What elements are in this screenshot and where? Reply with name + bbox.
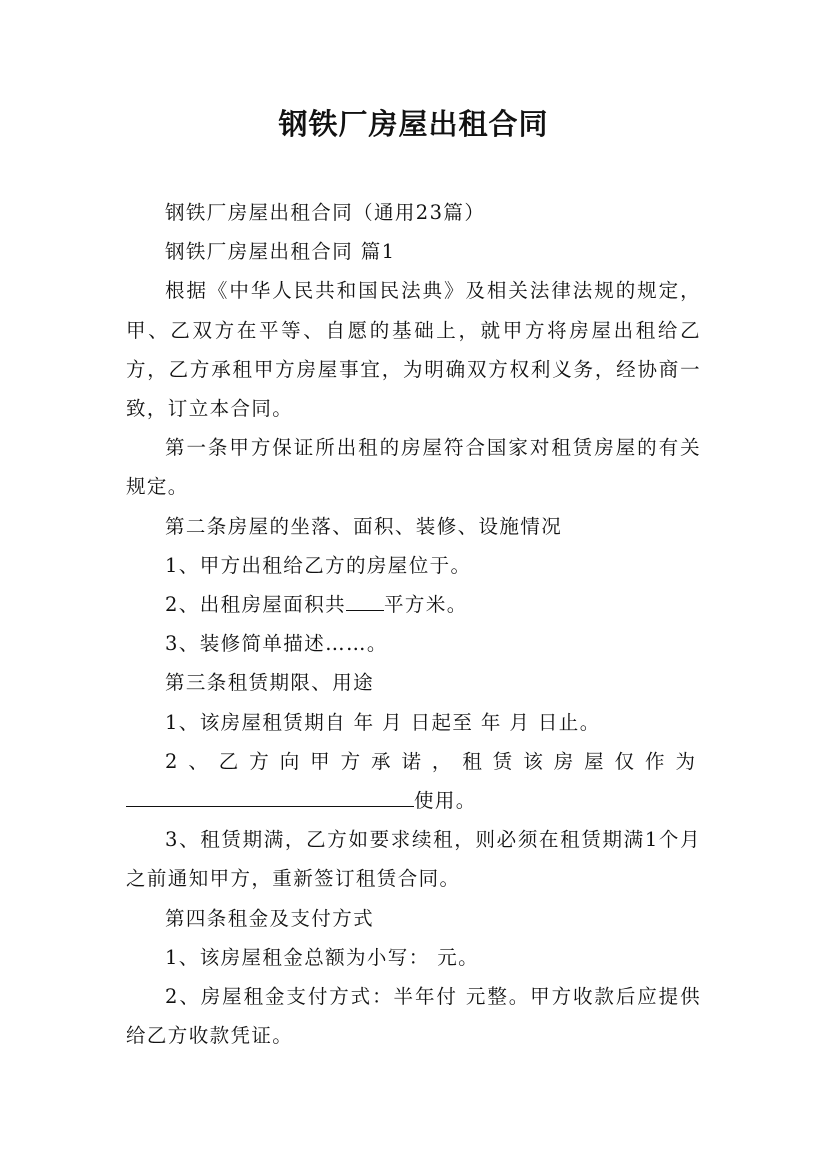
paragraph-article-4-item-1: 1、该房屋租金总额为小写： 元。 bbox=[165, 945, 480, 969]
document-title: 钢铁厂房屋出租合同 bbox=[278, 107, 549, 141]
document-subtitle: 钢铁厂房屋出租合同（通用23篇） bbox=[165, 201, 486, 224]
area-unit: 平方米。 bbox=[384, 593, 468, 617]
paragraph-article-2-item-2 bbox=[126, 585, 701, 624]
usage-blank bbox=[126, 784, 414, 807]
paragraph-intro: 根据《中华人民共和国民法典》及相关法律法规的规定，甲、乙双方在平等、自愿的基础上，就甲方将房屋出租给乙方，乙方承租甲方房屋事宜，为明确双方权利义务，经协商一致，订立本合同。 bbox=[126, 279, 701, 421]
paragraph-article-3-item-3: 3、租赁期满，乙方如要求续租，则必须在租赁期满1个月之前通知甲方，重新签订租赁合同。 bbox=[126, 828, 701, 891]
paragraph-article-1: 第一条甲方保证所出租的房屋符合国家对租赁房屋的有关规定。 bbox=[126, 436, 701, 499]
paragraph-article-3-item-1: 1、该房屋租赁期自 年 月 日起至 年 月 日止。 bbox=[165, 710, 601, 734]
paragraph-article-2: 第二条房屋的坐落、面积、装修、设施情况 bbox=[165, 514, 563, 538]
paragraph-article-3-item-2-line-2 bbox=[126, 781, 701, 820]
paragraph-article-4: 第四条租金及支付方式 bbox=[165, 906, 375, 930]
section-heading: 钢铁厂房屋出租合同 篇1 bbox=[165, 240, 396, 264]
document-body bbox=[126, 193, 701, 1055]
paragraph-article-4-item-2: 2、房屋租金支付方式：半年付 元整。甲方收款后应提供给乙方收款凭证。 bbox=[126, 985, 701, 1048]
paragraph-article-2-item-1: 1、甲方出租给乙方的房屋位于。 bbox=[165, 553, 472, 577]
paragraph-article-3-item-2-line-1: 2、乙方向甲方承诺，租赁该房屋仅作为 bbox=[165, 749, 701, 773]
area-label: 2、出租房屋面积共 bbox=[165, 593, 347, 617]
usage-suffix: 使用。 bbox=[414, 789, 477, 813]
paragraph-article-2-item-3: 3、装修简单描述……。 bbox=[165, 632, 388, 656]
paragraph-article-3: 第三条租赁期限、用途 bbox=[165, 671, 375, 695]
area-blank bbox=[346, 588, 384, 611]
